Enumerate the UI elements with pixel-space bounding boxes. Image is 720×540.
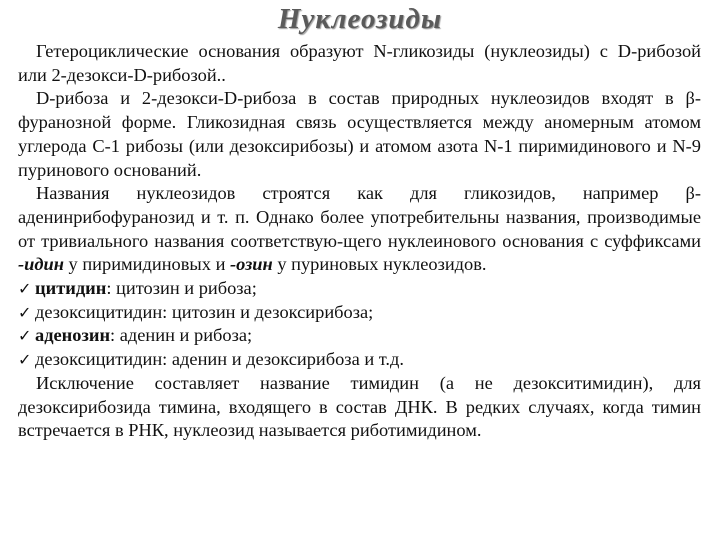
check-icon: ✓ — [18, 350, 32, 370]
naming-text-part2: у пиримидиновых и — [63, 254, 231, 275]
paragraph-intro: Гетероциклические основания образуют N-гликозиды (нуклеозиды) с D-рибозой или 2-дезокси-D-рибозой.. — [18, 41, 701, 85]
naming-text-part1: Названия нуклеозидов строятся как для гликозидов, например β-аденинрибофуранозид и т. п. Однако более употребительны названия, производимые от тривиального названия соответствую-щего нуклеинового основания с суффиксами — [18, 183, 701, 251]
bullet-text: дезоксицитидин: аденин и дезоксирибоза и т.д. — [35, 349, 404, 370]
naming-text-part3: у пуриновых нуклеозидов. — [272, 254, 487, 275]
check-icon: ✓ — [18, 326, 32, 346]
bullet-cytidine — [18, 277, 701, 301]
suffix-ozin: -озин — [230, 254, 273, 275]
bullet-deoxycytidine — [18, 301, 701, 325]
bullet-term: аденозин — [35, 325, 111, 346]
bullet-text: : аденин и рибоза; — [110, 325, 253, 346]
bullet-adenosine — [18, 324, 701, 348]
bullet-text: : цитозин и рибоза; — [106, 278, 257, 299]
check-icon: ✓ — [18, 302, 32, 322]
body-text — [18, 40, 701, 443]
paragraph-exception: Исключение составляет название тимидин (а не дезокситимидин), для дезоксирибозида тимина, входящего в состав ДНК. В редких случаях, когда тимин встречается в РНК, нуклеозид называется риботимидином. — [18, 372, 701, 441]
page-title: Нуклеозиды — [277, 3, 443, 35]
bullet-term: цитидин — [35, 278, 107, 299]
bullet-text: дезоксицитидин: цитозин и дезоксирибоза; — [35, 301, 374, 322]
check-icon: ✓ — [18, 279, 32, 299]
bullet-deoxyadenosine — [18, 348, 701, 372]
paragraph-ribose-forms: D-рибоза и 2-дезокси-D-рибоза в состав природных нуклеозидов входят в β- фуранозной форме. Гликозидная связь осуществляется между аномерным атомом углерода С-1 рибозы (или дезоксирибозы) и атомом азота N-1 пиримидинового и N-9 пуринового оснований. — [18, 88, 701, 180]
paragraph-naming — [18, 182, 701, 277]
suffix-idin: -идин — [18, 254, 64, 275]
